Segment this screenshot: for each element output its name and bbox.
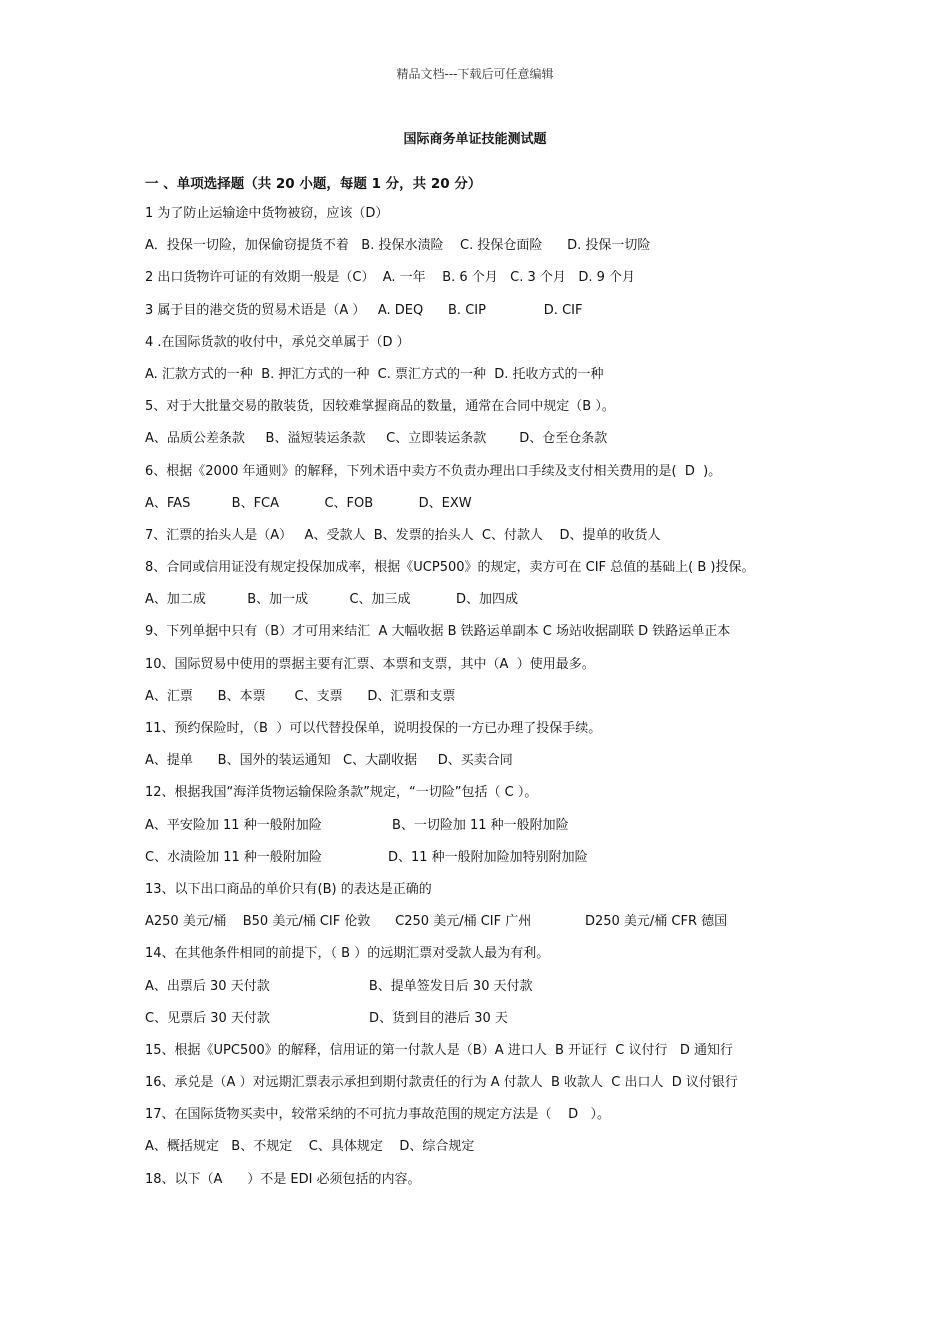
text-line: 9、下列单据中只有（B）才可用来结汇 A 大幅收据 B 铁路运单副本 C 场站收据副联 D 铁路运单正本: [145, 624, 731, 640]
text-line: 7、汇票的抬头人是（A） A、受款人 B、发票的抬头人 C、付款人 D、提单的收货人: [145, 527, 661, 543]
text-line: 6、根据《2000 年通则》的解释，下列术语中卖方不负责办理出口手续及支付相关费用的是( D )。: [145, 463, 722, 479]
text-line: 16、承兑是（A ）对远期汇票表示承担到期付款责任的行为 A 付款人 B 收款人 C 出口人 D 议付银行: [145, 1075, 738, 1091]
text-line: 1 为了防止运输途中货物被窃，应该（D）: [145, 206, 389, 221]
text-line: 11、预约保险时，（B ）可以代替投保单，说明投保的一方已办理了投保手续。: [145, 721, 602, 736]
text-line: 15、根据《UPC500》的解释，信用证的第一付款人是（B）A 进口人 B 开证行 C 议付行 D 通知行: [145, 1042, 734, 1058]
text-line: A、出票后 30 天付款 B、提单签发日后 30 天付款: [145, 978, 533, 994]
text-line: 3 属于目的港交货的贸易术语是（A ） A. DEQ B. CIP D. CIF: [145, 302, 583, 318]
text-line: 5、对于大批量交易的散装货，因较难掌握商品的数量，通常在合同中规定（B ）。: [145, 399, 615, 415]
text-line: 13、以下出口商品的单价只有(B) 的表达是正确的: [145, 881, 432, 897]
text-line: A、汇票 B、本票 C、支票 D、汇票和支票: [145, 688, 456, 704]
text-line: 4 .在国际货款的收付中，承兑交单属于（D ）: [145, 334, 410, 350]
text-line: C、见票后 30 天付款 D、货到目的港后 30 天: [145, 1010, 508, 1026]
document-title: 国际商务单证技能测试题: [403, 132, 547, 147]
text-line: A. 汇款方式的一种 B. 押汇方式的一种 C. 票汇方式的一种 D. 托收方式的一种: [145, 366, 604, 382]
question-list: [145, 203, 935, 1201]
text-line: A、FAS B、FCA C、FOB D、EXW: [145, 495, 472, 511]
text-line: A、概括规定 B、不规定 C、具体规定 D、综合规定: [145, 1139, 475, 1155]
text-line: 2 出口货物许可证的有效期一般是（C） A. 一年 B. 6 个月 C. 3 个月 D. 9 个月: [145, 270, 636, 286]
text-line: 17、在国际货物买卖中，较常采纳的不可抗力事故范围的规定方法是（ D ）。: [145, 1107, 610, 1123]
text-line: 10、国际贸易中使用的票据主要有汇票、本票和支票，其中（A ）使用最多。: [145, 656, 595, 672]
text-line: A、品质公差条款 B、溢短装运条款 C、立即装运条款 D、仓至仓条款: [145, 431, 608, 447]
text-line: 14、在其他条件相同的前提下，（ B ）的远期汇票对受款人最为有利。: [145, 946, 550, 962]
page-header: 精品文档---下载后可任意编辑: [396, 67, 554, 81]
text-line: A．投保一切险，加保偷窃提货不着 B. 投保水渍险 C. 投保仓面险 D. 投保一切险: [145, 238, 651, 254]
text-line: A、平安险加 11 种一般附加险 B、一切险加 11 种一般附加险: [145, 817, 569, 833]
text-line: 8、合同或信用证没有规定投保加成率，根据《UCP500》的规定，卖方可在 CIF 总值的基础上( B )投保。: [145, 560, 755, 576]
text-line: A250 美元/桶 B50 美元/桶 CIF 伦敦 C250 美元/桶 CIF 广州 D250 美元/桶 CFR 德国: [145, 914, 728, 930]
text-line: 12、根据我国“海洋货物运输保险条款”规定，“一切险”包括（ C ）。: [145, 785, 538, 801]
text-line: C、水渍险加 11 种一般附加险 D、11 种一般附加险加特别附加险: [145, 849, 588, 865]
text-line: 18、以下（A ）不是 EDI 必须包括的内容。: [145, 1171, 421, 1187]
text-line: A、提单 B、国外的装运通知 C、大副收据 D、买卖合同: [145, 753, 513, 769]
section-heading: 一 、单项选择题（共 20 小题，每题 1 分，共 20 分）: [145, 176, 482, 192]
text-line: A、加二成 B、加一成 C、加三成 D、加四成: [145, 592, 519, 608]
